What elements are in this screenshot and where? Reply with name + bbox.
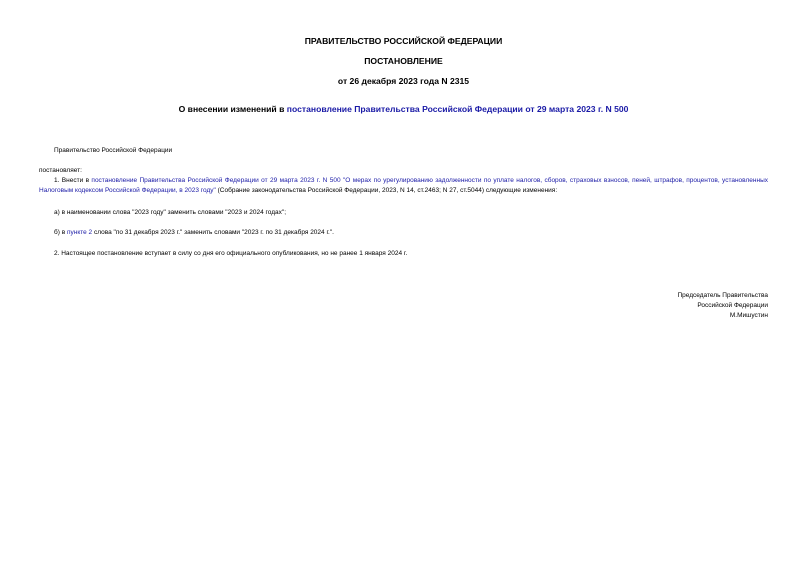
title-link[interactable]: постановление Правительства Российской Федерации от 29 марта 2023 г. N 500 bbox=[286, 104, 629, 114]
subparagraph-b-prefix: б) в bbox=[54, 229, 67, 236]
government-heading: ПРАВИТЕЛЬСТВО РОССИЙСКОЙ ФЕДЕРАЦИИ bbox=[304, 36, 503, 46]
date-number-heading: от 26 декабря 2023 года N 2315 bbox=[337, 76, 470, 86]
subparagraph-b-suffix: слова "по 31 декабря 2023 г." заменить словами "2023 г. по 31 декабря 2024 г.". bbox=[92, 229, 334, 236]
paragraph-1-suffix: (Собрание законодательства Российской Федерации, 2023, N 14, ст.2463; N 27, ст.5044) следующие изменения: bbox=[215, 187, 558, 194]
document-title bbox=[0, 104, 807, 115]
issuer-text: Правительство Российской Федерации bbox=[54, 147, 173, 154]
signature-position: Председатель Правительства bbox=[677, 292, 768, 299]
signature-organization: Российской Федерации bbox=[697, 302, 768, 309]
signature-name: М.Мишустин bbox=[729, 312, 768, 319]
subparagraph-b-link[interactable]: пункте 2 bbox=[66, 229, 93, 236]
resolves-text: постановляет: bbox=[39, 167, 82, 174]
paragraph-2: 2. Настоящее постановление вступает в силу со дня его официального опубликования, но не ранее 1 января 2024 г. bbox=[54, 250, 408, 257]
subparagraph-b bbox=[54, 228, 334, 238]
paragraph-1-prefix: 1. Внести в bbox=[54, 177, 92, 184]
document-type-heading: ПОСТАНОВЛЕНИЕ bbox=[364, 56, 443, 66]
subparagraph-a: а) в наименовании слова "2023 году" заменить словами "2023 и 2024 годах"; bbox=[54, 209, 287, 216]
paragraph-1-link[interactable]: постановление Правительства Российской Федерации от 29 марта 2023 г. N 500 "О мерах по урегулированию задолженности по уплате налогов, сборов, страховых взносов, пеней, штрафов, процентов, установленных Налоговым кодексом Российской Федерации, в 2023 году" bbox=[39, 177, 768, 194]
paragraph-1 bbox=[39, 176, 768, 196]
title-prefix: О внесении изменений в bbox=[178, 104, 287, 114]
